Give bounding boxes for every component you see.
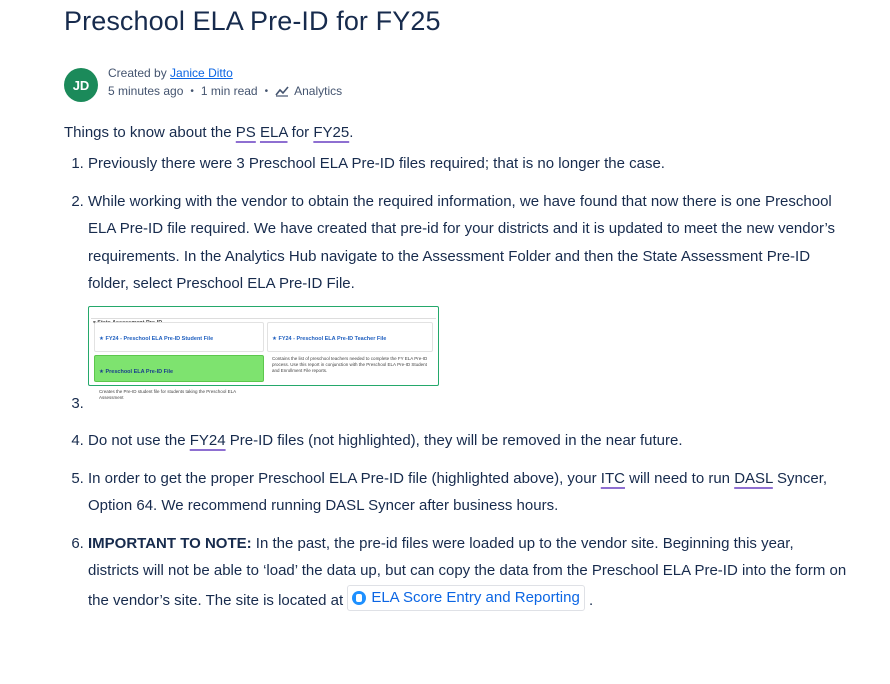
card-title: ★ FY24 - Preschool ELA Pre-ID Teacher File [272,335,387,342]
card-title: ★ Preschool ELA Pre-ID File [99,368,174,375]
card-desc: Contains the list of preschool teachers needed to complete the FY ELA Pre-ID process. Use this report in conjunction with the Preschool ELA Pre-ID Student and Enrollment File reports. [272,356,428,373]
separator-dot: • [190,85,194,97]
byline [64,66,464,102]
read-time: 1 min read [200,84,258,98]
instructions-list [64,150,848,624]
card-title-text: Preschool ELA Pre-ID File [105,368,174,375]
card-title: ★ FY24 - Preschool ELA Pre-ID Student File [99,335,214,342]
list-item [88,150,848,178]
item-text: will need to run [624,469,735,487]
report-card-student [94,322,264,352]
item-text: Previously there were 3 Preschool ELA Pre-ID files required; that is no longer the case. [88,155,665,172]
separator-dot: • [264,85,269,97]
page-title: Preschool ELA Pre-ID for FY25 [64,6,441,36]
item-text: Do not use the [88,432,190,449]
item-text: . [584,591,594,609]
spellcheck-word: DASL [734,469,773,487]
item-text: Pre-ID files (not highlighted), they will be removed in the near future. [225,432,683,449]
list-item [88,465,848,520]
avatar[interactable]: JD [64,68,98,102]
author-link[interactable]: Janice Ditto [170,66,233,80]
card-title-text: FY24 - Preschool ELA Pre-ID Student File [105,335,214,342]
embedded-screenshot[interactable] [88,306,439,400]
list-item [88,427,848,455]
item-text: While working with the vendor to obtain the required information, we have found that now there is one Preschool ELA Pre-ID file required. We have created that pre-id for your districts and it is updated to meet the new vendor’s requirements. In the Analytics Hub navigate to the Assessment Folder and then the State Assessment Pre-ID folder, select Preschool ELA Pre-ID File. [88,192,836,292]
card-title-text: FY24 - Preschool ELA Pre-ID Teacher File [278,335,387,342]
link-favicon-icon [352,591,366,605]
time-ago: 5 minutes ago [108,84,184,98]
smart-link-label: ELA Score Entry and Reporting [371,588,580,606]
report-card-preschool-highlighted [94,355,264,400]
spellcheck-word: ITC [600,469,625,487]
spellcheck-word: PS [235,124,256,141]
item-text: In order to get the proper Preschool ELA Pre-ID file (highlighted above), your [88,469,601,487]
created-by [108,66,233,80]
intro-text: . [349,124,354,141]
spellcheck-word: FY24 [189,432,226,449]
list-item [88,188,848,400]
analytics-label: Analytics [294,84,343,98]
intro-paragraph [64,124,353,141]
page-meta [108,84,342,98]
report-card-teacher [267,322,433,373]
item-text: Syncer, Option 64. We recommend running DASL Syncer after business hours. [88,469,828,514]
intro-text: for [287,124,314,141]
smart-link[interactable] [347,585,584,611]
card-desc: Creates the Pre-ID student file for students taking the Preschool ELA Assessment [99,389,236,400]
important-label: IMPORTANT TO NOTE: [88,534,252,552]
intro-text: Things to know about the [64,124,236,141]
spellcheck-word: FY25 [313,124,350,141]
created-by-label: Created by [108,66,167,80]
analytics-icon [275,85,289,97]
analytics-button[interactable] [275,84,342,98]
spellcheck-word: ELA [259,124,288,141]
divider [91,318,436,319]
list-item [88,530,848,615]
item-text: In the past, the pre-id files were loaded up to the vendor site. Beginning this year, districts will not be able to ‘load’ the data up, but can copy the data from the Preschool ELA Pre-ID into the form on the vendor’s site. The site is located at [88,534,847,609]
